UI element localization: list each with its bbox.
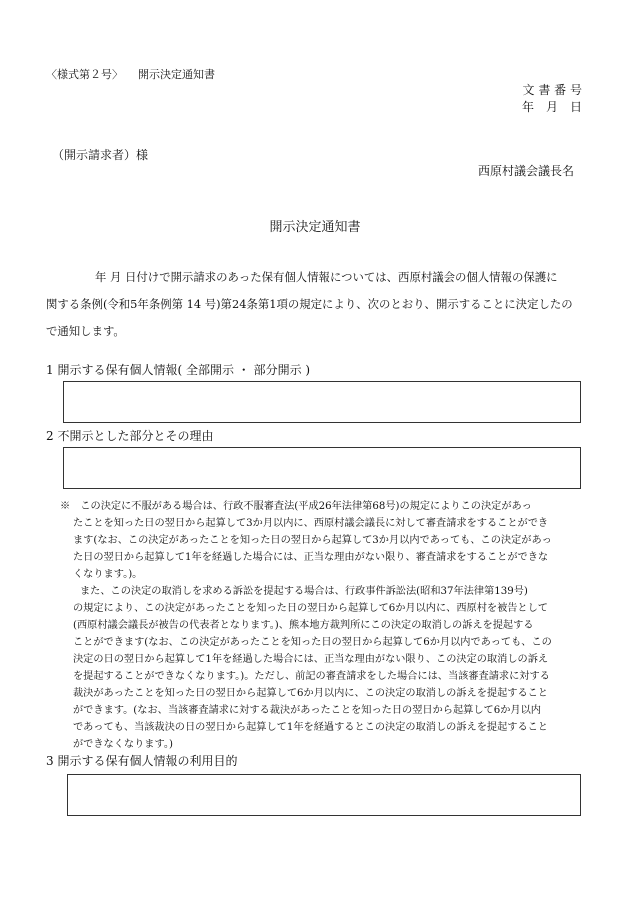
form-number: 〈様式第２号〉	[46, 68, 123, 81]
note-line: ができます。(なお、当該審査請求に対する裁決があったことを知った日の翌日から起算して6か月以内	[73, 705, 541, 716]
section-1-field[interactable]	[63, 381, 581, 423]
note-line: ができなくなります。)	[73, 739, 173, 750]
section-2-label: 2 不開示とした部分とその理由	[46, 429, 214, 443]
body-line: 年 月 日付けで開示請求のあった保有個人情報については、西原村議会の個人情報の保護に	[95, 270, 558, 284]
note-line: (西原村議会議長が被告の代表者となります。)、熊本地方裁判所にこの決定の取消しの訴えを提起する	[73, 620, 534, 631]
body-line: で通知します。	[46, 324, 125, 338]
note-line: た日の翌日から起算して1年を経過した場合には、正当な理由がない限り、審査請求をすることができな	[73, 552, 549, 563]
document-number: 文 書 番 号	[522, 83, 582, 97]
note-line: の規定により、この決定があったことを知った日の翌日から起算して6か月以内に、西原村を被告として	[73, 603, 548, 614]
note-line: 裁決があったことを知った日の翌日から起算して6か月以内に、この決定の取消しの訴えを提起すること	[73, 688, 548, 699]
section-1-label: 1 開示する保有個人情報( 全部開示 ・ 部分開示 )	[46, 363, 311, 377]
note-line: たことを知った日の翌日から起算して3か月以内に、西原村議会議長に対して審査請求をすることができ	[73, 518, 549, 529]
page-title: 開示決定通知書	[269, 220, 361, 235]
addressee: （開示請求者）様	[52, 148, 149, 162]
note-line: を提起することができなくなります。)。ただし、前記の審査請求をした場合には、当該審査請求に対する	[73, 671, 550, 682]
section-3-field[interactable]	[67, 774, 581, 816]
form-title: 開示決定通知書	[138, 68, 215, 81]
section-3-label: 3 開示する保有個人情報の利用目的	[46, 754, 238, 768]
note-line: くなります。)。	[73, 569, 143, 580]
note-line: 決定の日の翌日から起算して1年を経過した場合には、正当な理由がない限り、この決定の取消しの訴え	[73, 654, 549, 665]
note-line: また、この決定の取消しを求める訴訟を提起する場合は、行政事件訴訟法(昭和37年法律第139号)	[80, 586, 528, 597]
note-line: ます(なお、この決定があったことを知った日の翌日から起算して3か月以内であっても、この決定があっ	[73, 535, 552, 546]
body-paragraph	[46, 264, 573, 345]
note-line: であっても、当該裁決の日の翌日から起算して1年を経過するとこの決定の取消しの訴えを提起すること	[73, 722, 548, 733]
body-line: 関する条例(令和5年条例第 14 号)第24条第1項の規定により、次のとおり、開示することに決定したの	[46, 297, 573, 311]
note-line: ※ この決定に不服がある場合は、行政不服審査法(平成26年法律第68号)の規定によりこの決定があっ	[60, 501, 532, 512]
document-date: 年 月 日	[521, 100, 582, 114]
note-line: ことができます(なお、この決定があったことを知った日の翌日から起算して6か月以内であっても、この	[73, 637, 552, 648]
appeal-note	[60, 498, 552, 753]
section-2-field[interactable]	[63, 447, 581, 489]
sender-name: 西原村議会議長名	[477, 164, 574, 178]
